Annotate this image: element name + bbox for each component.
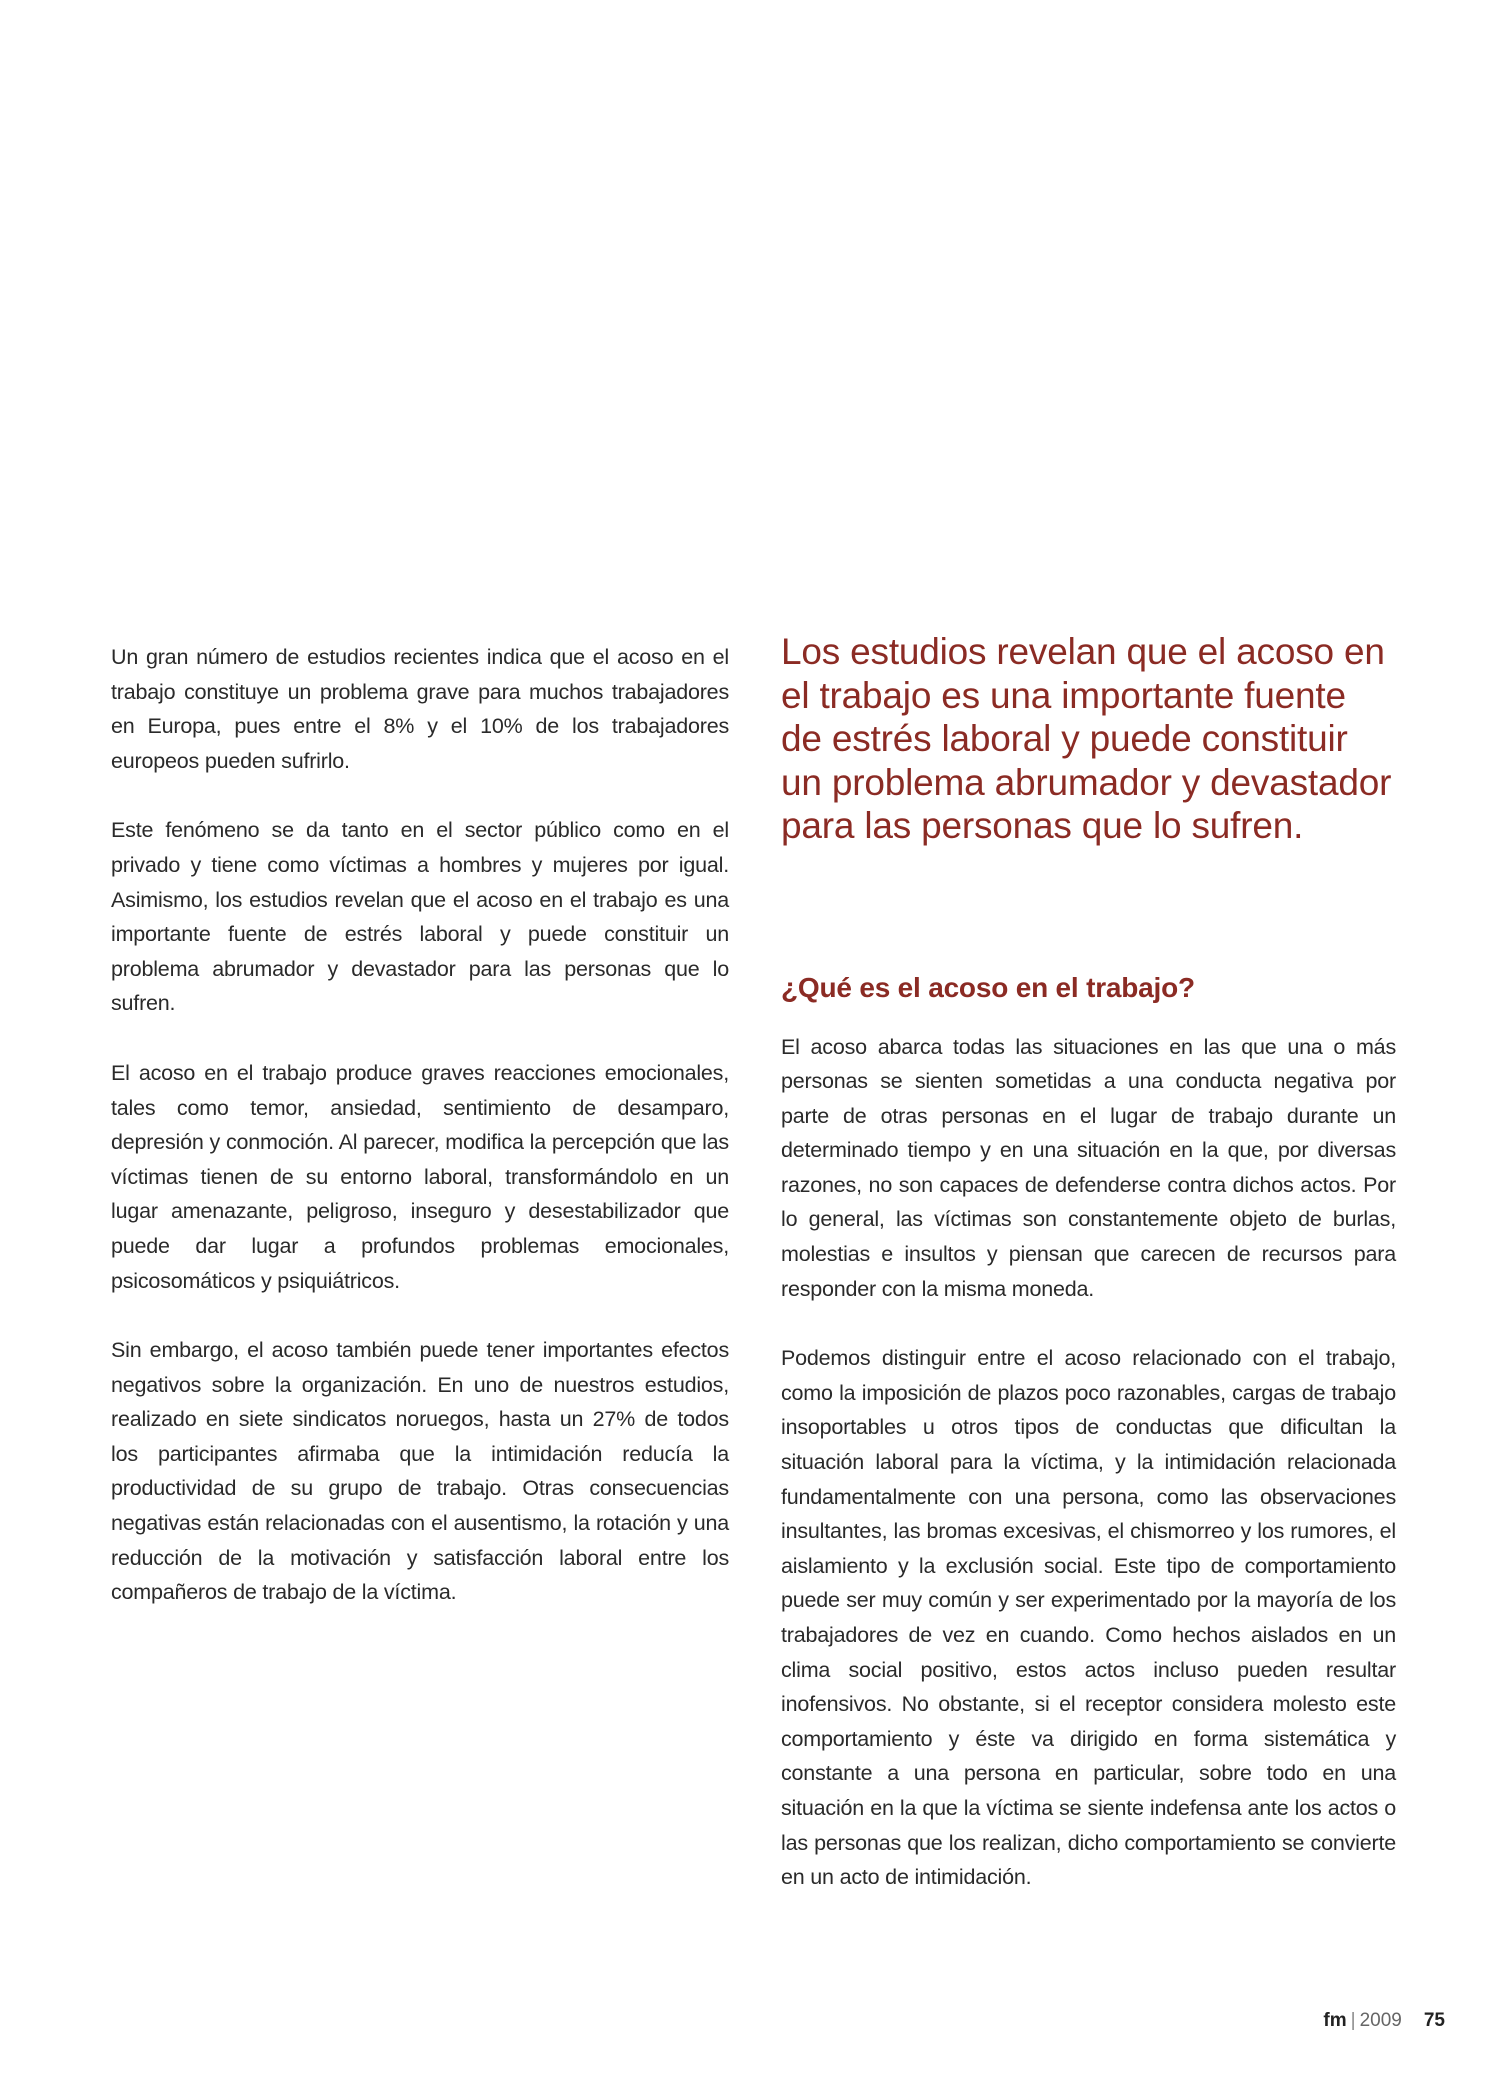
pull-quote: Los estudios revelan que el acoso en el trabajo es una importante fuente de estrés laboral y puede constituir un problema abrumador y devastador para las personas que lo sufren.: [781, 631, 1392, 846]
body-paragraph: Podemos distinguir entre el acoso relacionado con el trabajo, como la imposición de plazos poco razonables, cargas de trabajo insoportables u otros tipos de conductas que dificultan la situación laboral para la víctima, y la intimidación relacionada fundamentalmente con una persona, como las observaciones insultantes, las bromas excesivas, el chismorreo y los rumores, el aislamiento y la exclusión social. Este tipo de comportamiento puede ser muy común y ser experimentado por la mayoría de los trabajadores de vez en cuando. Como hechos aislados en un clima social positivo, estos actos incluso pueden resultar inofensivos. No obstante, si el receptor considera molesto este comportamiento y éste va dirigido en forma sistemática y constante a una persona en particular, sobre todo en una situación en la que la víctima se siente indefensa ante los actos o las personas que los realizan, dicho comportamiento se convierte en un acto de intimidación.: [781, 1346, 1396, 1890]
section-heading: ¿Qué es el acoso en el trabajo?: [781, 971, 1195, 1003]
body-paragraph: El acoso abarca todas las situaciones en las que una o más personas se sienten sometidas a una conducta negativa por parte de otras personas en el lugar de trabajo durante un determinado tiempo y en una situación en la que, por diversas razones, no son capaces de defenderse contra dichos actos. Por lo general, las víctimas son constantemente objeto de burlas, molestias e insultos y piensan que carecen de recursos para responder con la misma moneda.: [781, 1034, 1396, 1301]
page-number: 75: [1423, 2010, 1445, 2031]
footer-year: 2009: [1359, 2010, 1402, 2031]
body-paragraph: Un gran número de estudios recientes indica que el acoso en el trabajo constituye un problema grave para muchos trabajadores en Europa, pues entre el 8% y el 10% de los trabajadores europeos pueden sufrirlo.: [111, 645, 729, 773]
right-column: [781, 630, 1396, 1930]
body-paragraph: Este fenómeno se da tanto en el sector público como en el privado y tiene como víctimas a hombres y mujeres por igual. Asimismo, los estudios revelan que el acoso en el trabajo es una importante fuente de estrés laboral y puede constituir un problema abrumador y devastador para las personas que lo sufren.: [111, 818, 729, 1016]
footer-brand: fm: [1323, 2010, 1347, 2031]
page-footer: [1323, 2010, 1445, 2032]
footer-separator: |: [1350, 2010, 1356, 2031]
body-paragraph: Sin embargo, el acoso también puede tener importantes efectos negativos sobre la organización. En uno de nuestros estudios, realizado en siete sindicatos noruegos, hasta un 27% de todos los participantes afirmaba que la intimidación reducía la productividad de su grupo de trabajo. Otras consecuencias negativas están relacionadas con el ausentismo, la rotación y una reducción de la motivación y satisfacción laboral entre los compañeros de trabajo de la víctima.: [111, 1338, 729, 1605]
left-column: [111, 640, 729, 1645]
body-paragraph: El acoso en el trabajo produce graves reacciones emocionales, tales como temor, ansiedad, sentimiento de desamparo, depresión y conmoción. Al parecer, modifica la percepción que las víctimas tienen de su entorno laboral, transformándolo en un lugar amenazante, peligroso, inseguro y desestabilizador que puede dar lugar a profundos problemas emocionales, psicosomáticos y psiquiátricos.: [111, 1060, 729, 1293]
